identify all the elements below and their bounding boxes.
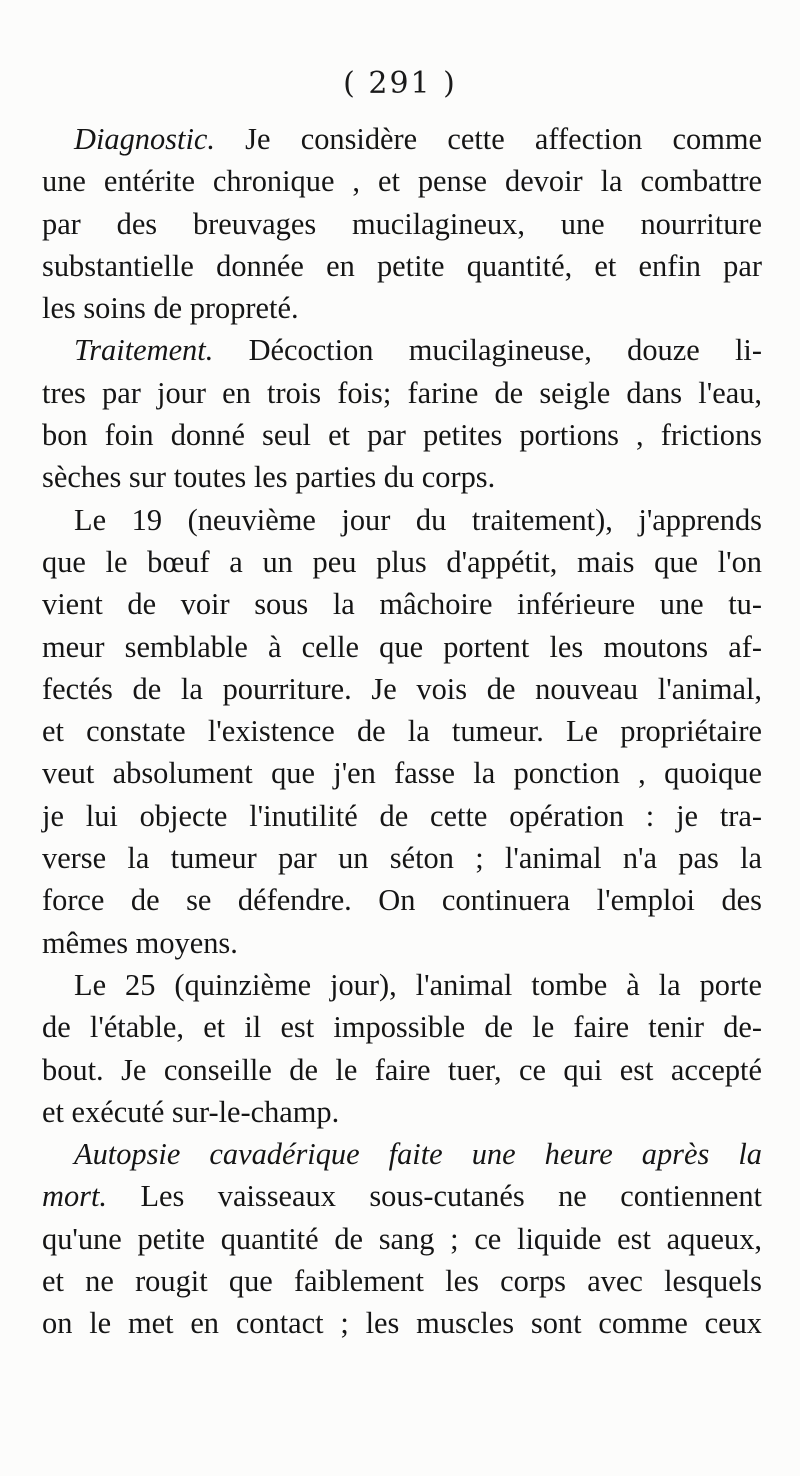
text-line	[42, 583, 762, 625]
text-line	[42, 710, 762, 752]
text-line	[42, 372, 762, 414]
text-line	[42, 795, 762, 837]
line-text: Décoction mucilagineuse, douze li-	[213, 333, 762, 368]
line-text: substantielle donnée en petite quantité, et enfin par	[42, 248, 762, 283]
line-text: que le bœuf a un peu plus d'appétit, mais que l'on	[42, 544, 762, 579]
paragraph	[42, 499, 762, 964]
line-text: tres par jour en trois fois; farine de seigle dans l'eau,	[42, 375, 762, 410]
text-line	[42, 287, 762, 329]
line-text: de l'étable, et il est impossible de le faire tenir de-	[42, 1010, 762, 1045]
line-text: et exécuté sur-le-champ.	[42, 1094, 340, 1129]
text-line	[42, 1260, 762, 1302]
text-line	[42, 414, 762, 456]
paragraph	[42, 118, 762, 329]
line-text: et constate l'existence de la tumeur. Le propriétaire	[42, 714, 762, 749]
text-line	[42, 1175, 762, 1217]
italic-lead: mort.	[42, 1179, 108, 1214]
line-text: veut absolument que j'en fasse la ponction , quoique	[42, 756, 762, 791]
italic-lead: Diagnostic.	[74, 122, 215, 156]
text-line	[42, 456, 762, 498]
paragraph	[42, 964, 762, 1133]
line-text: Le 25 (quinzième jour), l'animal tombe à la porte	[74, 967, 762, 1002]
line-text: mêmes moyens.	[42, 925, 238, 960]
line-text: qu'une petite quantité de sang ; ce liquide est aqueux,	[42, 1221, 762, 1256]
text-line	[42, 837, 762, 879]
line-text: Les vaisseaux sous-cutanés ne contiennent	[107, 1179, 762, 1214]
text-line	[42, 118, 762, 160]
text-line	[42, 541, 762, 583]
line-text: vient de voir sous la mâchoire inférieure une tu-	[42, 587, 762, 622]
text-line	[42, 626, 762, 668]
line-text: sèches sur toutes les parties du corps.	[42, 460, 496, 495]
line-text: une entérite chronique , et pense devoir la combattre	[42, 164, 762, 199]
paragraph	[42, 1133, 762, 1344]
line-text: Je considère cette affection comme	[214, 122, 762, 156]
text-line	[42, 1302, 762, 1344]
text-line	[42, 1091, 762, 1133]
line-text: par des breuvages mucilagineux, une nourriture	[42, 206, 762, 241]
line-text: et ne rougit que faiblement les corps avec lesquels	[42, 1264, 762, 1299]
line-text: bout. Je conseille de le faire tuer, ce qui est accepté	[42, 1052, 762, 1087]
text-line	[42, 1006, 762, 1048]
text-line	[42, 245, 762, 287]
text-line	[42, 752, 762, 794]
line-text: on le met en contact ; les muscles sont comme ceux	[42, 1306, 762, 1341]
text-line	[42, 1218, 762, 1260]
text-line	[42, 499, 762, 541]
line-text: fectés de la pourriture. Je vois de nouveau l'animal,	[42, 671, 762, 706]
text-line	[42, 964, 762, 1006]
text-line	[42, 668, 762, 710]
line-text: je lui objecte l'inutilité de cette opération : je tra-	[42, 798, 762, 833]
text-line	[42, 922, 762, 964]
text-line	[42, 879, 762, 921]
text-line	[42, 160, 762, 202]
italic-lead: Autopsie cavadérique faite une heure après la	[74, 1137, 762, 1172]
line-text: bon foin donné seul et par petites portions , frictions	[42, 418, 762, 453]
body-text	[42, 118, 762, 1345]
text-line	[42, 329, 762, 371]
text-line	[42, 1133, 762, 1175]
line-text: meur semblable à celle que portent les moutons af-	[42, 629, 762, 664]
italic-lead: Traitement.	[74, 333, 214, 368]
paragraph	[42, 329, 762, 498]
line-text: Le 19 (neuvième jour du traitement), j'apprends	[74, 502, 762, 537]
line-text: verse la tumeur par un séton ; l'animal n'a pas la	[42, 841, 762, 876]
line-text: les soins de propreté.	[42, 291, 299, 326]
page-number: ( 291 )	[343, 66, 457, 101]
text-line	[42, 203, 762, 245]
line-text: force de se défendre. On continuera l'emploi des	[42, 883, 762, 918]
text-line	[42, 1049, 762, 1091]
